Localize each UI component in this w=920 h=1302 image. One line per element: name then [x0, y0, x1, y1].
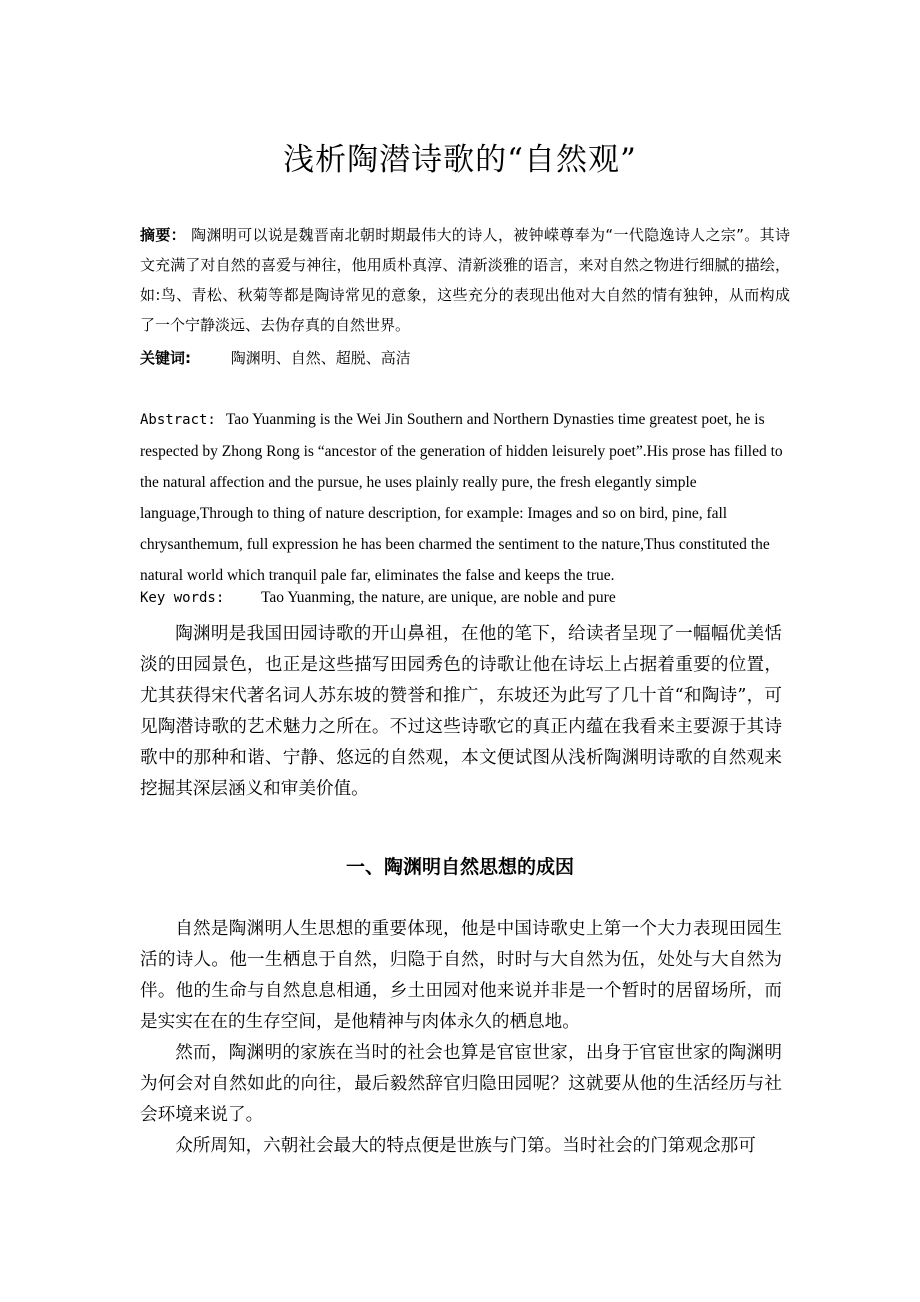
chinese-abstract-text: 陶渊明可以说是魏晋南北朝时期最伟大的诗人，被钟嵘尊奉为“一代隐逸诗人之宗”。其诗文充满了对自然的喜爱与神往，他用质朴真淳、清新淡雅的语言，来对自然之物进行细腻的描绘，如:鸟、青松、秋菊等都是陶诗常见的意象，这些充分的表现出他对大自然的情有独钟，从而构成了一个宁静淡远、去伪存真的自然世界。	[140, 226, 790, 334]
english-keywords	[140, 585, 840, 611]
section-paragraph-1: 自然是陶渊明人生思想的重要体现，他是中国诗歌史上第一个大力表现田园生活的诗人。他一生栖息于自然，归隐于自然，时时与大自然为伍，处处与大自然为伴。他的生命与自然息息相通，乡土田园对他来说并非是一个暂时的居留场所，而是实实在在的生存空间，是他精神与肉体永久的栖息地。	[140, 919, 782, 1032]
chinese-keywords	[140, 343, 790, 373]
section-heading: 一、陶渊明自然思想的成因	[345, 856, 574, 878]
english-keywords-text: Tao Yuanming, the nature, are unique, are noble and pure	[261, 589, 616, 606]
section-paragraph-3: 众所周知，六朝社会最大的特点便是世族与门第。当时社会的门第观念那可	[175, 1136, 756, 1156]
chinese-abstract	[140, 220, 790, 340]
chinese-keywords-text: 陶渊明、自然、超脱、高洁	[230, 349, 411, 367]
section-paragraph-2: 然而，陶渊明的家族在当时的社会也算是官宦世家，出身于官宦世家的陶渊明为何会对自然如此的向往，最后毅然辞官归隐田园呢？这就要从他的生活经历与社会环境来说了。	[140, 1043, 782, 1125]
english-abstract	[140, 404, 790, 591]
chinese-abstract-label: 摘要：	[140, 226, 187, 244]
english-keywords-label: Key words:	[140, 590, 225, 606]
chinese-keywords-label: 关键词:	[140, 349, 191, 367]
document-title: 浅析陶潜诗歌的“自然观”	[283, 142, 637, 178]
english-abstract-label: Abstract:	[140, 412, 216, 428]
intro-paragraph: 陶渊明是我国田园诗歌的开山鼻祖，在他的笔下，给读者呈现了一幅幅优美恬淡的田园景色，也正是这些描写田园秀色的诗歌让他在诗坛上占据着重要的位置，尤其获得宋代著名词人苏东坡的赞誉和推广，东坡还为此写了几十首“和陶诗”，可见陶潜诗歌的艺术魅力之所在。不过这些诗歌它的真正内蕴在我看来主要源于其诗歌中的那种和谐、宁静、悠远的自然观，本文便试图从浅析陶渊明诗歌的自然观来挖掘其深层涵义和审美价值。	[140, 624, 782, 799]
english-abstract-text: Tao Yuanming is the Wei Jin Southern and Northern Dynasties time greatest poet, he is respected by Zhong Rong is “ancestor of the generation of hidden leisurely poet”.His prose has filled to the natural affection and the pursue, he uses plainly really pure, the fresh elegantly simple language,Through to thing of nature description, for example: Images and so on bird, pine, fall chrysanthemum, full expression he has been charmed the sentiment to the nature,Thus constituted the natural world which tranquil pale far, eliminates the false and keeps the true.	[140, 411, 783, 584]
